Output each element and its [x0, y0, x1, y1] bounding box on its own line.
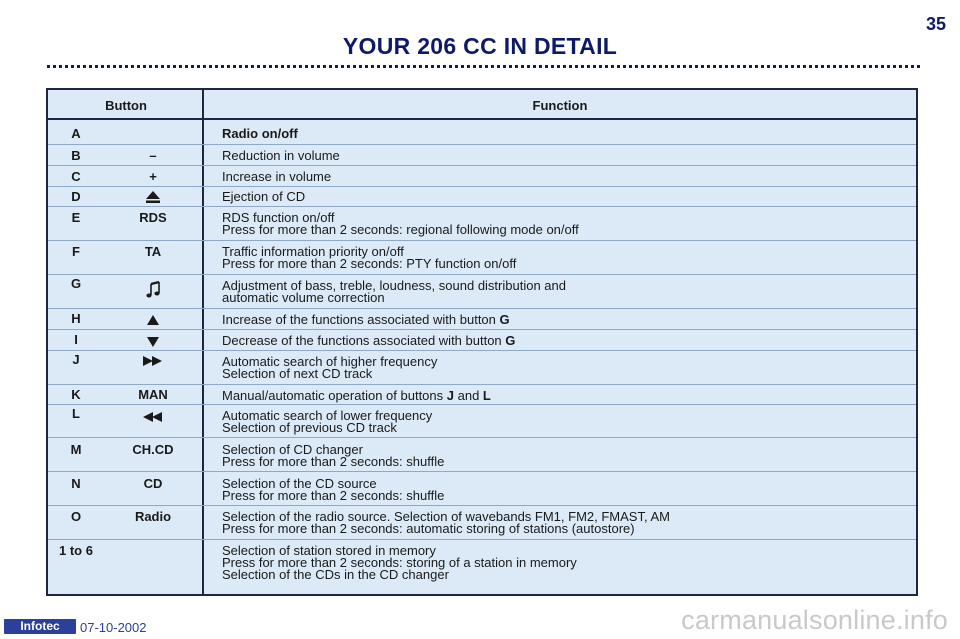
function-text: Manual/automatic operation of buttons: [222, 388, 447, 403]
function-description: [222, 191, 912, 203]
function-description: [222, 171, 912, 183]
function-line: Selection of the radio source. Selection of wavebands FM1, FM2, FMAST, AM: [222, 509, 670, 524]
function-description: [222, 150, 912, 162]
function-line: Increase in volume: [222, 169, 332, 184]
button-letter: B: [71, 148, 81, 163]
button-symbol: –: [149, 148, 157, 163]
function-line: Ejection of CD: [222, 189, 306, 204]
button-letter: M: [70, 442, 82, 457]
table-row: [48, 540, 916, 594]
function-line: automatic volume correction: [222, 290, 385, 305]
button-function-table: [46, 88, 918, 596]
footer-date: 07-10-2002: [80, 620, 147, 635]
button-symbol: TA: [144, 244, 162, 259]
function-line: Radio on/off: [222, 126, 298, 141]
button-letter: C: [71, 169, 81, 184]
button-symbol: CH.CD: [132, 442, 174, 457]
table-row: [48, 351, 916, 385]
dotted-separator: [47, 65, 920, 68]
button-letter: D: [71, 189, 81, 204]
table-row: [48, 207, 916, 241]
button-reference: G: [499, 312, 510, 327]
function-description: [222, 545, 912, 581]
button-letter: F: [72, 244, 80, 259]
fast-forward-icon: [143, 356, 163, 366]
button-reference: J: [446, 388, 454, 403]
triangle-down-icon: [147, 337, 159, 347]
function-description: [222, 390, 912, 402]
function-line: Automatic search of lower frequency: [222, 408, 433, 423]
eject-icon: [146, 191, 160, 203]
function-line: RDS function on/off: [222, 210, 335, 225]
header-function: Function: [532, 98, 588, 113]
button-letter: J: [72, 352, 80, 367]
button-symbol: [104, 354, 202, 366]
function-description: [222, 246, 912, 270]
function-line: Press for more than 2 seconds: regional following mode on/off: [222, 222, 579, 237]
button-symbol: [104, 410, 202, 422]
function-line: Selection of next CD track: [222, 366, 373, 381]
button-symbol: CD: [143, 476, 163, 491]
button-letter: H: [71, 311, 81, 326]
function-description: [222, 356, 912, 380]
function-description: [222, 511, 912, 535]
function-description: [222, 212, 912, 236]
table-row: [48, 405, 916, 438]
function-line: Selection of the CD source: [222, 476, 377, 491]
button-reference: G: [505, 333, 516, 348]
function-line: Selection of station stored in memory: [222, 543, 436, 558]
function-line: Press for more than 2 seconds: shuffle: [222, 454, 445, 469]
function-line: Press for more than 2 seconds: shuffle: [222, 488, 445, 503]
button-letter: A: [71, 126, 81, 141]
function-line: Selection of CD changer: [222, 442, 363, 457]
table-row: [48, 438, 916, 472]
button-symbol: MAN: [138, 387, 168, 402]
infotec-logo: Infotec: [4, 619, 76, 634]
button-letter: G: [70, 276, 82, 291]
table-row: [48, 275, 916, 309]
function-line: Reduction in volume: [222, 148, 340, 163]
rewind-icon: [143, 412, 163, 422]
table-row: [48, 472, 916, 506]
function-description: [222, 335, 912, 347]
table-row: [48, 166, 916, 187]
function-description: [222, 410, 912, 434]
function-description: [222, 314, 912, 326]
function-text: Decrease of the functions associated with button: [222, 333, 506, 348]
music-note-icon: [145, 281, 161, 299]
function-line: Automatic search of higher frequency: [222, 354, 438, 369]
button-letter: I: [74, 332, 78, 347]
button-symbol: [104, 281, 202, 299]
button-letter: 1 to 6: [59, 543, 93, 558]
function-line: Selection of the CDs in the CD changer: [222, 567, 449, 582]
table-row: [48, 145, 916, 166]
button-symbol: Radio: [134, 509, 172, 524]
button-symbol: RDS: [139, 210, 167, 225]
function-line: Press for more than 2 seconds: PTY function on/off: [222, 256, 517, 271]
button-letter: K: [71, 387, 81, 402]
function-line: Adjustment of bass, treble, loudness, sound distribution and: [222, 278, 566, 293]
function-text: Increase of the functions associated with button: [222, 312, 500, 327]
table-row: [48, 241, 916, 275]
function-description: [222, 128, 912, 140]
page-number: 35: [925, 14, 946, 34]
page-title: YOUR 206 CC IN DETAIL: [342, 33, 618, 59]
function-line: Traffic information priority on/off: [222, 244, 404, 259]
button-symbol: [104, 313, 202, 325]
table-row: [48, 385, 916, 405]
table-header-row: [48, 90, 916, 120]
table-row: [48, 122, 916, 145]
function-line: Selection of previous CD track: [222, 420, 397, 435]
header-button: Button: [105, 98, 147, 113]
button-letter: N: [71, 476, 81, 491]
table-row: [48, 309, 916, 330]
table-row: [48, 187, 916, 207]
button-symbol: +: [149, 169, 157, 184]
function-description: [222, 280, 912, 304]
button-letter: E: [71, 210, 81, 225]
button-symbol: [104, 190, 202, 203]
table-row: [48, 506, 916, 540]
button-reference: L: [482, 388, 491, 403]
triangle-up-icon: [147, 315, 159, 325]
watermark: carmanualsonline.info: [681, 605, 948, 635]
function-line: Press for more than 2 seconds: storing of a station in memory: [222, 555, 577, 570]
button-symbol: [104, 335, 202, 347]
table-row: [48, 330, 916, 351]
function-description: [222, 444, 912, 468]
function-text: and: [454, 388, 483, 403]
function-description: [222, 478, 912, 502]
button-letter: L: [72, 406, 80, 421]
button-letter: O: [70, 509, 82, 524]
function-line: Press for more than 2 seconds: automatic storing of stations (autostore): [222, 521, 635, 536]
